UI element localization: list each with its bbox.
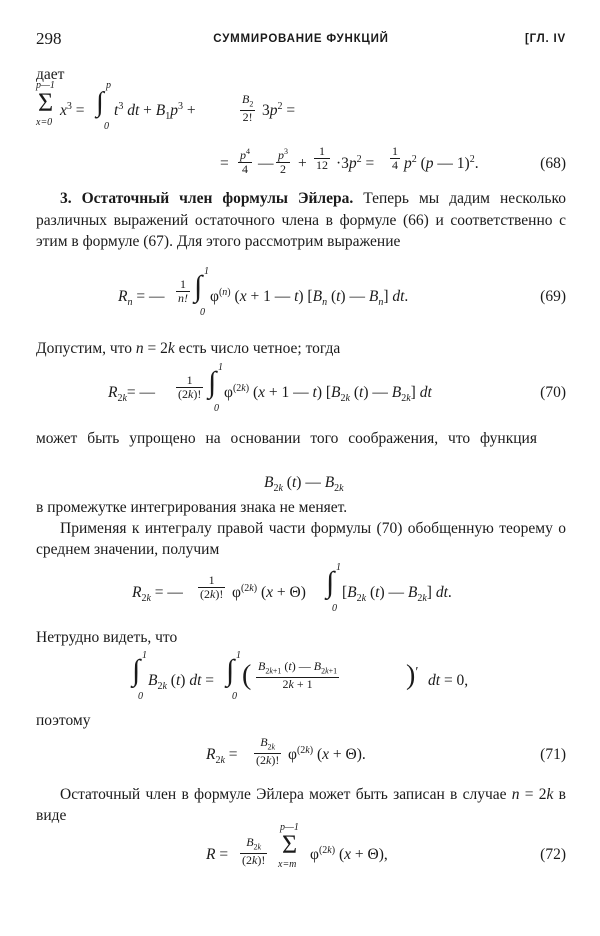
paragraph-sign: в промежутке интегрирования знака не меняет. — [36, 499, 348, 516]
equation-68-line2: = $\frac{p^4}{4}$ — $\frac{p^3}{2}$ + $\frac{1}{12}$ $\cdot 3p^2$ = $\frac{1}{4}$ $p^2$ (p — 1)$^2$. (68) — [220, 144, 566, 176]
section-3-text: Теперь мы дадим несколько различных выражений остаточного члена в формуле (66) и соответственно с этим в формуле (67). Для этого рассмотрим выражение — [36, 190, 566, 250]
equation-71: $R_{2k}$ = $\frac{B_{2k}}{(2k)!}$ $\varphi^{(2k)}$ (x + Θ). (71) — [206, 735, 566, 768]
paragraph-not-hard: Нетрудно видеть, что — [36, 629, 178, 646]
paragraph-therefore: поэтому — [36, 712, 91, 729]
paragraph-gives: дает — [36, 66, 65, 83]
paragraph-suppose: Допустим, что n = 2k есть число четное; тогда — [36, 340, 341, 357]
equation-72: R = $\frac{B_{2k}}{(2k)!}$ Σ p—1 x=m $\varphi^{(2k)}$ (x + Θ), (72) — [206, 822, 566, 870]
equation-68-line1: Σ p—1 x=0 $x^3$ = ∫ p 0 $t^3$ dt + $B_1p^3$ + $\frac{B_2}{2!}$ $3p^2$ = — [36, 80, 296, 132]
equation-function: $B_{2k}$ (t) — $B_{2k}$ — [264, 474, 344, 495]
running-title: СУММИРОВАНИЕ ФУНКЦИЙ — [213, 33, 389, 45]
equation-70: $R_{2k}=$ — $\frac{1}{(2k)!}$ ∫ 1 0 $\varphi^{(2k)}$ (x + 1 — t) [$B_{2k}$ (t) — $B_{2k}$] dt (70) — [108, 362, 566, 414]
section-3-intro — [36, 188, 566, 253]
chapter-label: [ГЛ. IV — [525, 33, 566, 45]
page-number: 298 — [36, 29, 62, 48]
equation-number-68: (68) — [540, 155, 566, 172]
paragraph-remainder: Остаточный член в формуле Эйлера может быть записан в случае n = 2k в виде — [36, 786, 566, 824]
equation-integral-zero: ∫ 1 0 $B_{2k}$ (t) dt = ∫ 1 0 ( $\frac{B_{2k+1} (t) — B_{2k+1}}{2k + 1}$ )′ dt = 0, — [132, 650, 469, 702]
equation-mean-value: $R_{2k}$ = — $\frac{1}{(2k)!}$ $\varphi^{(2k)}$ (x + Θ) ∫ 1 0 [$B_{2k}$ (t) — $B_{2k}$] dt. — [132, 562, 452, 614]
paragraph-applying: Применяя к интегралу правой части формулы (70) обобщенную теорему о среднем значении, получим — [36, 520, 566, 558]
running-header — [36, 28, 566, 50]
equation-number-69: (69) — [540, 288, 566, 305]
paragraph-simplify: может быть упрощено на основании того соображения, что функция — [36, 430, 537, 447]
section-heading: 3. Остаточный член формулы Эйлера. — [60, 190, 354, 207]
equation-69: $R_n$ = — $\frac{1}{n!}$ ∫ 1 0 $\varphi^{(n)}$ (x + 1 — t) [$B_n$ (t) — $B_n$] dt. (69) — [118, 266, 566, 318]
equation-number-71: (71) — [540, 746, 566, 763]
equation-number-72: (72) — [540, 846, 566, 863]
equation-number-70: (70) — [540, 384, 566, 401]
